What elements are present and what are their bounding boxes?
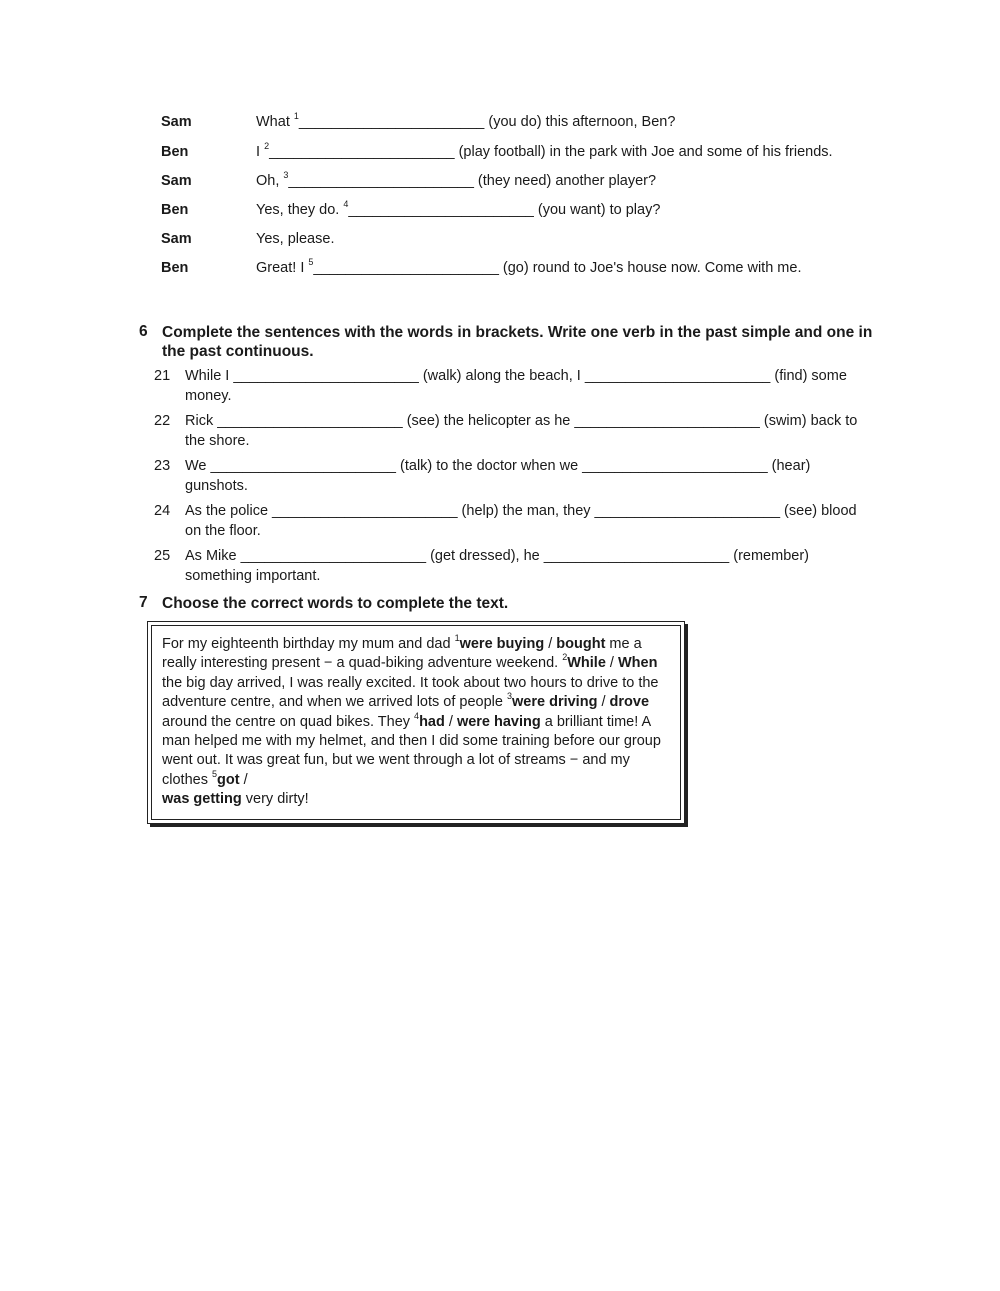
text-after: (you want) to play? [533, 202, 661, 218]
item-text[interactable]: As the police _______________________ (help) the man, they _______________________ (see) blood on the floor. [185, 503, 857, 539]
item-text[interactable]: While I _______________________ (walk) along the beach, I _______________________ (find) some money. [185, 368, 847, 404]
passage-text: For my eighteenth birthday my mum and dad [162, 636, 455, 652]
text-before: Oh, [256, 173, 284, 189]
item-text[interactable]: As Mike _______________________ (get dressed), he _______________________ (remember) something important. [185, 548, 809, 584]
speaker: Sam [161, 231, 192, 247]
text-after: (you do) this afternoon, Ben? [484, 114, 676, 130]
option-separator: / [605, 655, 618, 672]
item-number: 22 [154, 413, 171, 429]
line-text [256, 199, 661, 218]
line-text [256, 170, 657, 189]
item-number: 21 [154, 368, 171, 384]
gap-number: 5 [211, 768, 217, 779]
answer-blank[interactable]: _______________________ [298, 114, 485, 130]
option[interactable]: had [419, 713, 445, 730]
text-after: (play football) in the park with Joe and some of his friends. [454, 144, 833, 160]
option[interactable]: were buying [459, 636, 545, 652]
line-text [256, 257, 802, 276]
text-before: Great! I [256, 260, 309, 276]
text-before: What [256, 114, 294, 130]
speaker: Ben [161, 144, 189, 160]
option[interactable]: drove [609, 694, 650, 711]
line-text [256, 111, 676, 130]
speaker: Ben [161, 202, 189, 218]
text-after: (go) round to Joe's house now. Come with me. [498, 260, 802, 276]
speaker: Sam [161, 114, 192, 130]
option[interactable]: were having [456, 713, 541, 730]
option-separator: / [597, 694, 610, 711]
answer-blank[interactable]: _______________________ [269, 144, 455, 160]
option[interactable]: got [217, 771, 240, 788]
item-text[interactable]: We _______________________ (talk) to the doctor when we _______________________ (hear) gunshots. [185, 458, 811, 494]
passage-text: me a really interesting present − a quad-biking adventure weekend. [162, 636, 642, 672]
passage-text: a brilliant time! A man helped me with my helmet, and then I did some training before our group went out. It was great fun, but we went through a lot of streams − and my clothes [162, 713, 661, 788]
item-number: 24 [154, 503, 171, 519]
answer-blank[interactable]: _______________________ [348, 202, 534, 218]
passage-text: around the centre on quad bikes. They [162, 713, 415, 730]
item-number: 23 [154, 458, 171, 474]
gap-number: 1 [454, 633, 460, 643]
text-after: (they need) another player? [473, 173, 657, 189]
option[interactable]: was getting [162, 791, 242, 808]
passage [162, 635, 672, 810]
speaker: Ben [161, 260, 189, 276]
passage-text: very dirty! [241, 791, 309, 808]
option-separator: / [544, 636, 557, 652]
gap-number: 2 [264, 141, 270, 151]
option-separator: / [239, 771, 248, 788]
option[interactable]: were driving [512, 694, 598, 711]
item-text[interactable]: Rick _______________________ (see) the helicopter as he _______________________ (swim) back to the shore. [185, 413, 858, 449]
gap-number: 3 [507, 691, 513, 702]
option-separator: / [444, 713, 457, 730]
answer-blank[interactable]: _______________________ [288, 173, 474, 189]
line-text [256, 231, 334, 247]
text-before: I [256, 144, 265, 160]
exercise-title: Choose the correct words to complete the text. [162, 595, 509, 612]
option[interactable]: While [567, 655, 606, 672]
item-number: 25 [154, 548, 171, 564]
gap-number: 2 [562, 652, 568, 663]
gap-number: 3 [283, 170, 289, 180]
text-before: Yes, please. [256, 231, 335, 247]
gap-number: 4 [414, 710, 420, 721]
gap-number: 5 [308, 257, 314, 267]
exercise-number: 6 [139, 323, 148, 340]
exercise-title: Complete the sentences with the words in brackets. Write one verb in the past simple and one in the past continuous. [162, 324, 873, 360]
speaker: Sam [161, 173, 192, 189]
option[interactable]: When [618, 655, 658, 672]
answer-blank[interactable]: _______________________ [313, 260, 499, 276]
gap-number: 1 [293, 111, 299, 121]
line-text [256, 141, 833, 160]
option[interactable]: bought [556, 636, 606, 652]
gap-number: 4 [343, 199, 349, 209]
exercise-number: 7 [139, 594, 148, 611]
passage-text: the big day arrived, I was really excited. It took about two hours to drive to the adventure centre, and when we arrived lots of people [162, 674, 659, 711]
text-before: Yes, they do. [256, 202, 344, 218]
text-box [147, 621, 685, 824]
